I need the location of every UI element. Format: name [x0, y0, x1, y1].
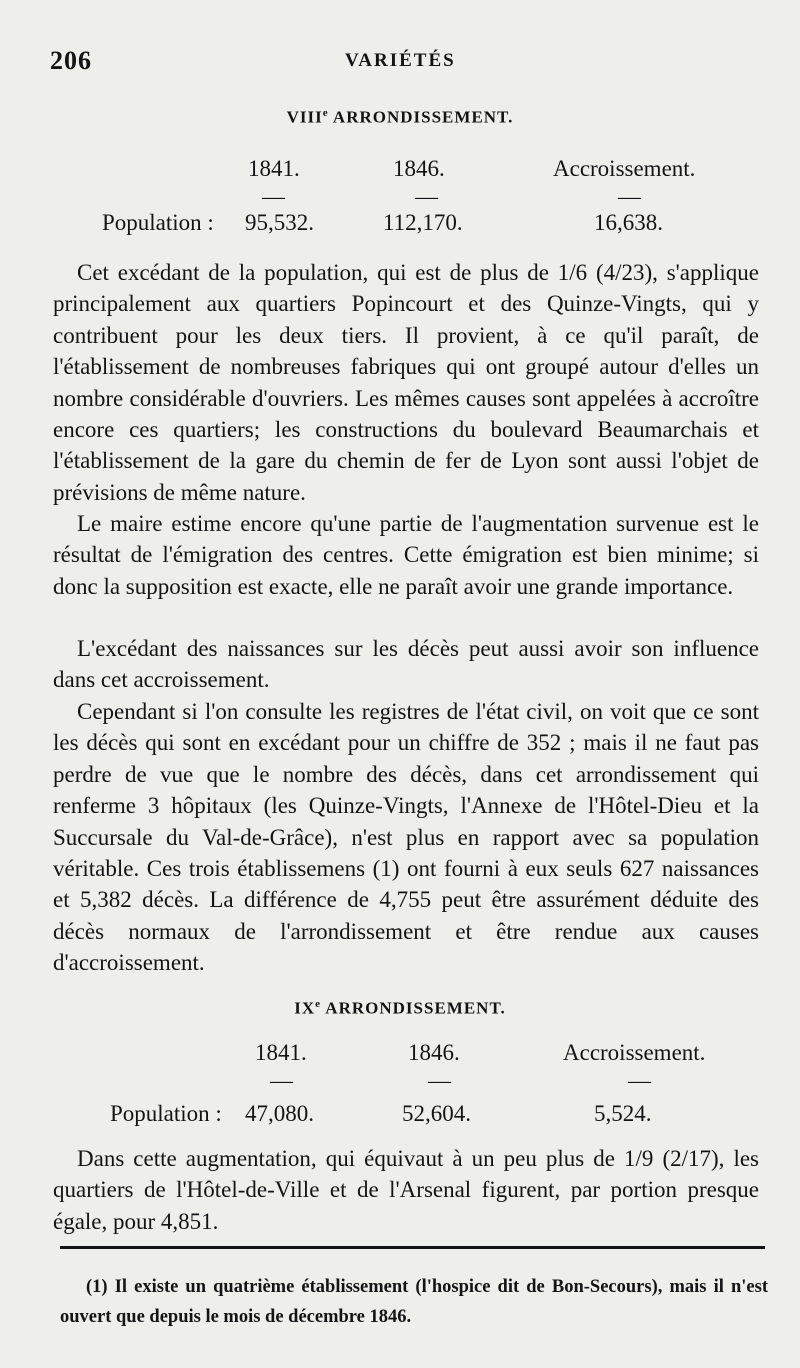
- population-increase: 5,524.: [594, 1101, 652, 1126]
- table-dash: —: [262, 184, 285, 209]
- table-dash: —: [270, 1068, 293, 1093]
- table-dash: —: [415, 184, 438, 209]
- population-1841: 47,080.: [245, 1101, 314, 1126]
- section-title-viii: VIIIe ARRONDISSEMENT.: [286, 107, 514, 127]
- table-dash: —: [628, 1068, 651, 1093]
- population-1841: 95,532.: [245, 210, 314, 235]
- table-header-increase: Accroissement.: [563, 1040, 706, 1065]
- paragraph: Le maire estime encore qu'une partie de l'augmentation survenue est le résultat de l'émigration des centres. Cette émigration est bien minime; si donc la supposition est exacte, elle ne paraît avoir une grande importance.: [53, 511, 759, 599]
- section-title-ix: IXe ARRONDISSEMENT.: [294, 998, 506, 1018]
- page-number: 206: [50, 46, 92, 75]
- footnote: (1) Il existe un quatrième établissement (l'hospice dit de Bon-Secours), mais il n'est ouvert que depuis le mois de décembre 1846.: [60, 1277, 768, 1327]
- paragraph: Cet excédant de la population, qui est de plus de 1/6 (4/23), s'applique principalement aux quartiers Popincourt et des Quinze-Vingts, qui y contribuent pour les deux tiers. Il provient, à ce qu'il paraît, de l'établissement de nombreuses fabriques qui ont groupé autour d'elles un nombre considérable d'ouvriers. Les mêmes causes sont appelées à accroître encore ces quartiers; les constructions du boulevard Beaumarchais et l'établissement de la gare du chemin de fer de Lyon sont aussi l'objet de prévisions de même nature.: [53, 260, 759, 505]
- population-increase: 16,638.: [594, 210, 663, 235]
- table-header-1846: 1846.: [408, 1040, 460, 1065]
- table-row-label: Population :: [110, 1101, 222, 1126]
- table-header-1841: 1841.: [248, 156, 300, 181]
- paragraph: Cependant si l'on consulte les registres de l'état civil, on voit que ce sont les décès qui sont en excédant pour un chiffre de 352 ; mais il ne faut pas perdre de vue que le nombre des décès, dans cet arrondissement qui renferme 3 hôpitaux (les Quinze-Vingts, l'Annexe de l'Hôtel-Dieu et la Succursale du Val-de-Grâce), n'est plus en rapport avec sa population véritable. Ces trois établissemens (1) ont fourni à eux seuls 627 naissances et 5,382 décès. La différence de 4,755 peut être assurément déduite des décès normaux de l'arrondissement et être rendue aux causes d'accroissement.: [53, 699, 759, 976]
- footnote-rule: [60, 1246, 765, 1249]
- table-dash: —: [428, 1068, 451, 1093]
- table-header-increase: Accroissement.: [553, 156, 696, 181]
- running-head: VARIÉTÉS: [345, 50, 456, 71]
- table-row-label: Population :: [102, 210, 214, 235]
- population-1846: 112,170.: [383, 210, 463, 235]
- page-header: [50, 46, 760, 74]
- population-1846: 52,604.: [402, 1101, 471, 1126]
- table-dash: —: [618, 184, 641, 209]
- paragraph: Dans cette augmentation, qui équivaut à un peu plus de 1/9 (2/17), les quartiers de l'Hôtel-de-Ville et de l'Arsenal figurent, par portion presque égale, pour 4,851.: [53, 1146, 759, 1234]
- paragraph: L'excédant des naissances sur les décès peut aussi avoir son influence dans cet accroissement.: [53, 636, 759, 693]
- table-header-1841: 1841.: [255, 1040, 307, 1065]
- table-header-1846: 1846.: [393, 156, 445, 181]
